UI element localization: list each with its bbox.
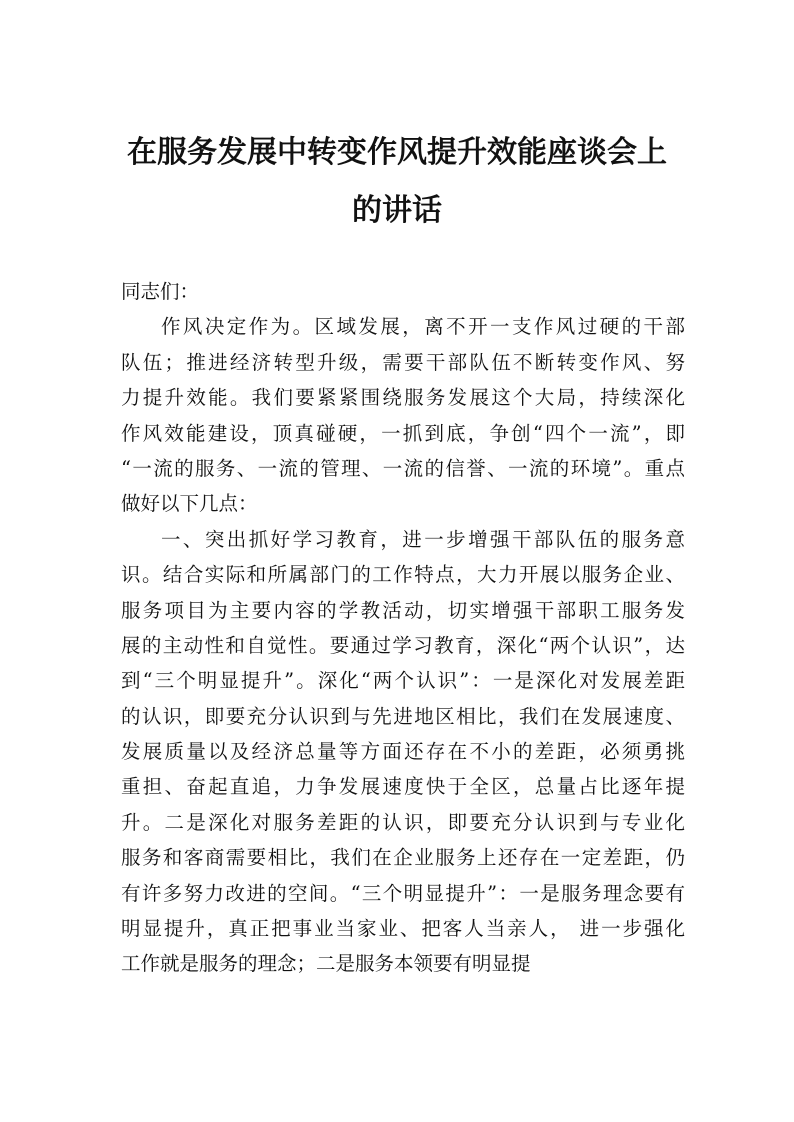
body-line: 一、突出抓好学习教育，进一步增强干部队伍的服务意 (161, 527, 688, 551)
body-line: 作风决定作为。区域发展，离不开一支作风过硬的干部 (161, 315, 688, 339)
body-line: 发展质量以及经济总量等方面还存在不小的差距，必须勇挑 (121, 740, 688, 764)
document-title-line-1: 在服务发展中转变作风提升效能座谈会上 (127, 135, 667, 170)
body-line: 重担、奋起直追，力争发展速度快于全区，总量占比逐年提 (121, 775, 688, 799)
body-line: 到“三个明显提升”。深化“两个认识”：一是深化对发展差距 (121, 669, 688, 693)
body-line: 服务和客商需要相比，我们在企业服务上还存在一定差距，仍 (121, 846, 687, 870)
body-line: 升。二是深化对服务差距的认识，即要充分认识到与专业化 (121, 810, 688, 834)
body-line: 有许多努力改进的空间。“三个明显提升”：一是服务理念要有 (121, 881, 687, 905)
body-line: 做好以下几点： (121, 492, 258, 516)
body-line: 识。结合实际和所属部门的工作特点，大力开展以服务企业、 (121, 563, 687, 587)
body-line: 服务项目为主要内容的学教活动，切实增强干部职工服务发 (121, 598, 688, 622)
body-line: 的认识，即要充分认识到与先进地区相比，我们在发展速度、 (121, 704, 687, 728)
body-line: 同志们： (121, 280, 200, 303)
body-line: 力提升效能。我们要紧紧围绕服务发展这个大局，持续深化 (121, 386, 688, 410)
body-line: 展的主动性和自觉性。要通过学习教育，深化“两个认识”，达 (121, 633, 687, 657)
body-line: 队伍；推进经济转型升级，需要干部队伍不断转变作风、努 (121, 350, 688, 374)
body-line: 作风效能建设，顶真碰硬，一抓到底，争创“四个一流”，即 (121, 421, 688, 445)
body-line: 工作就是服务的理念；二是服务本领要有明显提 (121, 952, 531, 976)
document-body (121, 274, 688, 982)
body-line: 明显提升，真正把事业当家业、把客人当亲人， 进一步强化 (121, 917, 687, 941)
document-title-line-2: 的讲话 (352, 193, 442, 228)
body-line: “一流的服务、一流的管理、一流的信誉、一流的环境”。重点 (121, 456, 687, 480)
